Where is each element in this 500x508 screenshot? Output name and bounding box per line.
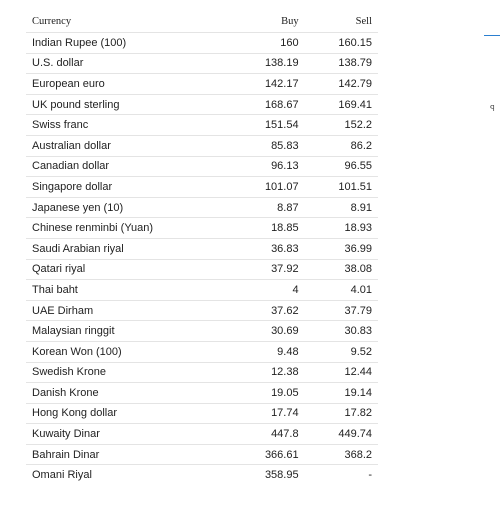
table-row <box>26 383 378 404</box>
currency-name: Omani Riyal <box>32 469 92 482</box>
currency-name: Singapore dollar <box>26 177 220 198</box>
sell-rate: - <box>368 469 372 482</box>
table-row <box>26 280 378 301</box>
buy-rate: 101.07 <box>220 177 304 198</box>
sell-rate: 17.82 <box>305 403 378 424</box>
table-row <box>26 424 378 445</box>
table-row <box>26 74 378 95</box>
buy-rate: 447.8 <box>220 424 304 445</box>
table-body <box>26 33 378 486</box>
currency-name: UAE Dirham <box>26 300 220 321</box>
sell-rate: 449.74 <box>305 424 378 445</box>
table-header-row <box>26 10 378 33</box>
table-row <box>26 403 378 424</box>
table-row <box>26 135 378 156</box>
sell-rate: 30.83 <box>305 321 378 342</box>
buy-rate: 151.54 <box>220 115 304 136</box>
sell-rate: 96.55 <box>305 156 378 177</box>
currency-name: UK pound sterling <box>26 94 220 115</box>
buy-rate: 37.62 <box>220 300 304 321</box>
sell-rate: 152.2 <box>305 115 378 136</box>
table-row <box>26 53 378 74</box>
sell-rate: 8.91 <box>305 197 378 218</box>
currency-name: Bahrain Dinar <box>26 444 220 465</box>
sell-rate: 160.15 <box>305 33 378 54</box>
table-row <box>26 177 378 198</box>
currency-name: Indian Rupee (100) <box>26 33 220 54</box>
buy-rate: 30.69 <box>220 321 304 342</box>
buy-rate: 160 <box>220 33 304 54</box>
buy-rate: 366.61 <box>220 444 304 465</box>
buy-rate: 37.92 <box>220 259 304 280</box>
table-row <box>26 115 378 136</box>
currency-name: Australian dollar <box>26 135 220 156</box>
currency-name: Korean Won (100) <box>26 341 220 362</box>
sell-rate: 12.44 <box>305 362 378 383</box>
buy-rate: 358.95 <box>264 469 299 482</box>
table-row <box>26 197 378 218</box>
sell-rate: 38.08 <box>305 259 378 280</box>
header-currency: Currency <box>26 10 220 33</box>
currency-name: Chinese renminbi (Yuan) <box>26 218 220 239</box>
currency-name: Swiss franc <box>26 115 220 136</box>
currency-name: Saudi Arabian riyal <box>26 238 220 259</box>
table-row <box>26 341 378 362</box>
table-row <box>26 94 378 115</box>
currency-name: Malaysian ringgit <box>26 321 220 342</box>
sell-rate: 18.93 <box>305 218 378 239</box>
buy-rate: 17.74 <box>220 403 304 424</box>
buy-rate: 85.83 <box>220 135 304 156</box>
sell-rate: 169.41 <box>305 94 378 115</box>
table-row <box>26 465 378 485</box>
table-row <box>26 218 378 239</box>
sell-rate: 9.52 <box>305 341 378 362</box>
buy-rate: 8.87 <box>220 197 304 218</box>
currency-name: Thai baht <box>26 280 220 301</box>
table-row <box>26 362 378 383</box>
currency-name: Hong Kong dollar <box>26 403 220 424</box>
buy-rate: 19.05 <box>220 383 304 404</box>
exchange-rates-table <box>26 10 378 485</box>
buy-rate: 9.48 <box>220 341 304 362</box>
table-row <box>26 321 378 342</box>
table-row <box>26 444 378 465</box>
sell-rate: 138.79 <box>305 53 378 74</box>
sell-rate: 142.79 <box>305 74 378 95</box>
currency-name: Japanese yen (10) <box>26 197 220 218</box>
table-row <box>26 33 378 54</box>
table-row <box>26 259 378 280</box>
buy-rate: 138.19 <box>220 53 304 74</box>
buy-rate: 142.17 <box>220 74 304 95</box>
header-sell: Sell <box>305 10 378 33</box>
currency-name: Kuwaity Dinar <box>26 424 220 445</box>
buy-rate: 168.67 <box>220 94 304 115</box>
table-row <box>26 156 378 177</box>
currency-name: U.S. dollar <box>26 53 220 74</box>
side-glyph-icon: ꟼ <box>490 104 495 113</box>
currency-name: European euro <box>26 74 220 95</box>
buy-rate: 4 <box>220 280 304 301</box>
currency-name: Danish Krone <box>26 383 220 404</box>
sell-rate: 37.79 <box>305 300 378 321</box>
header-buy: Buy <box>220 10 304 33</box>
currency-name: Swedish Krone <box>26 362 220 383</box>
sell-rate: 101.51 <box>305 177 378 198</box>
buy-rate: 12.38 <box>220 362 304 383</box>
sell-rate: 368.2 <box>305 444 378 465</box>
sell-rate: 36.99 <box>305 238 378 259</box>
buy-rate: 36.83 <box>220 238 304 259</box>
buy-rate: 18.85 <box>220 218 304 239</box>
table-row <box>26 300 378 321</box>
sell-rate: 19.14 <box>305 383 378 404</box>
currency-name: Canadian dollar <box>26 156 220 177</box>
table-row <box>26 238 378 259</box>
currency-name: Qatari riyal <box>26 259 220 280</box>
sell-rate: 86.2 <box>305 135 378 156</box>
buy-rate: 96.13 <box>220 156 304 177</box>
sell-rate: 4.01 <box>305 280 378 301</box>
side-accent-line <box>484 35 500 36</box>
